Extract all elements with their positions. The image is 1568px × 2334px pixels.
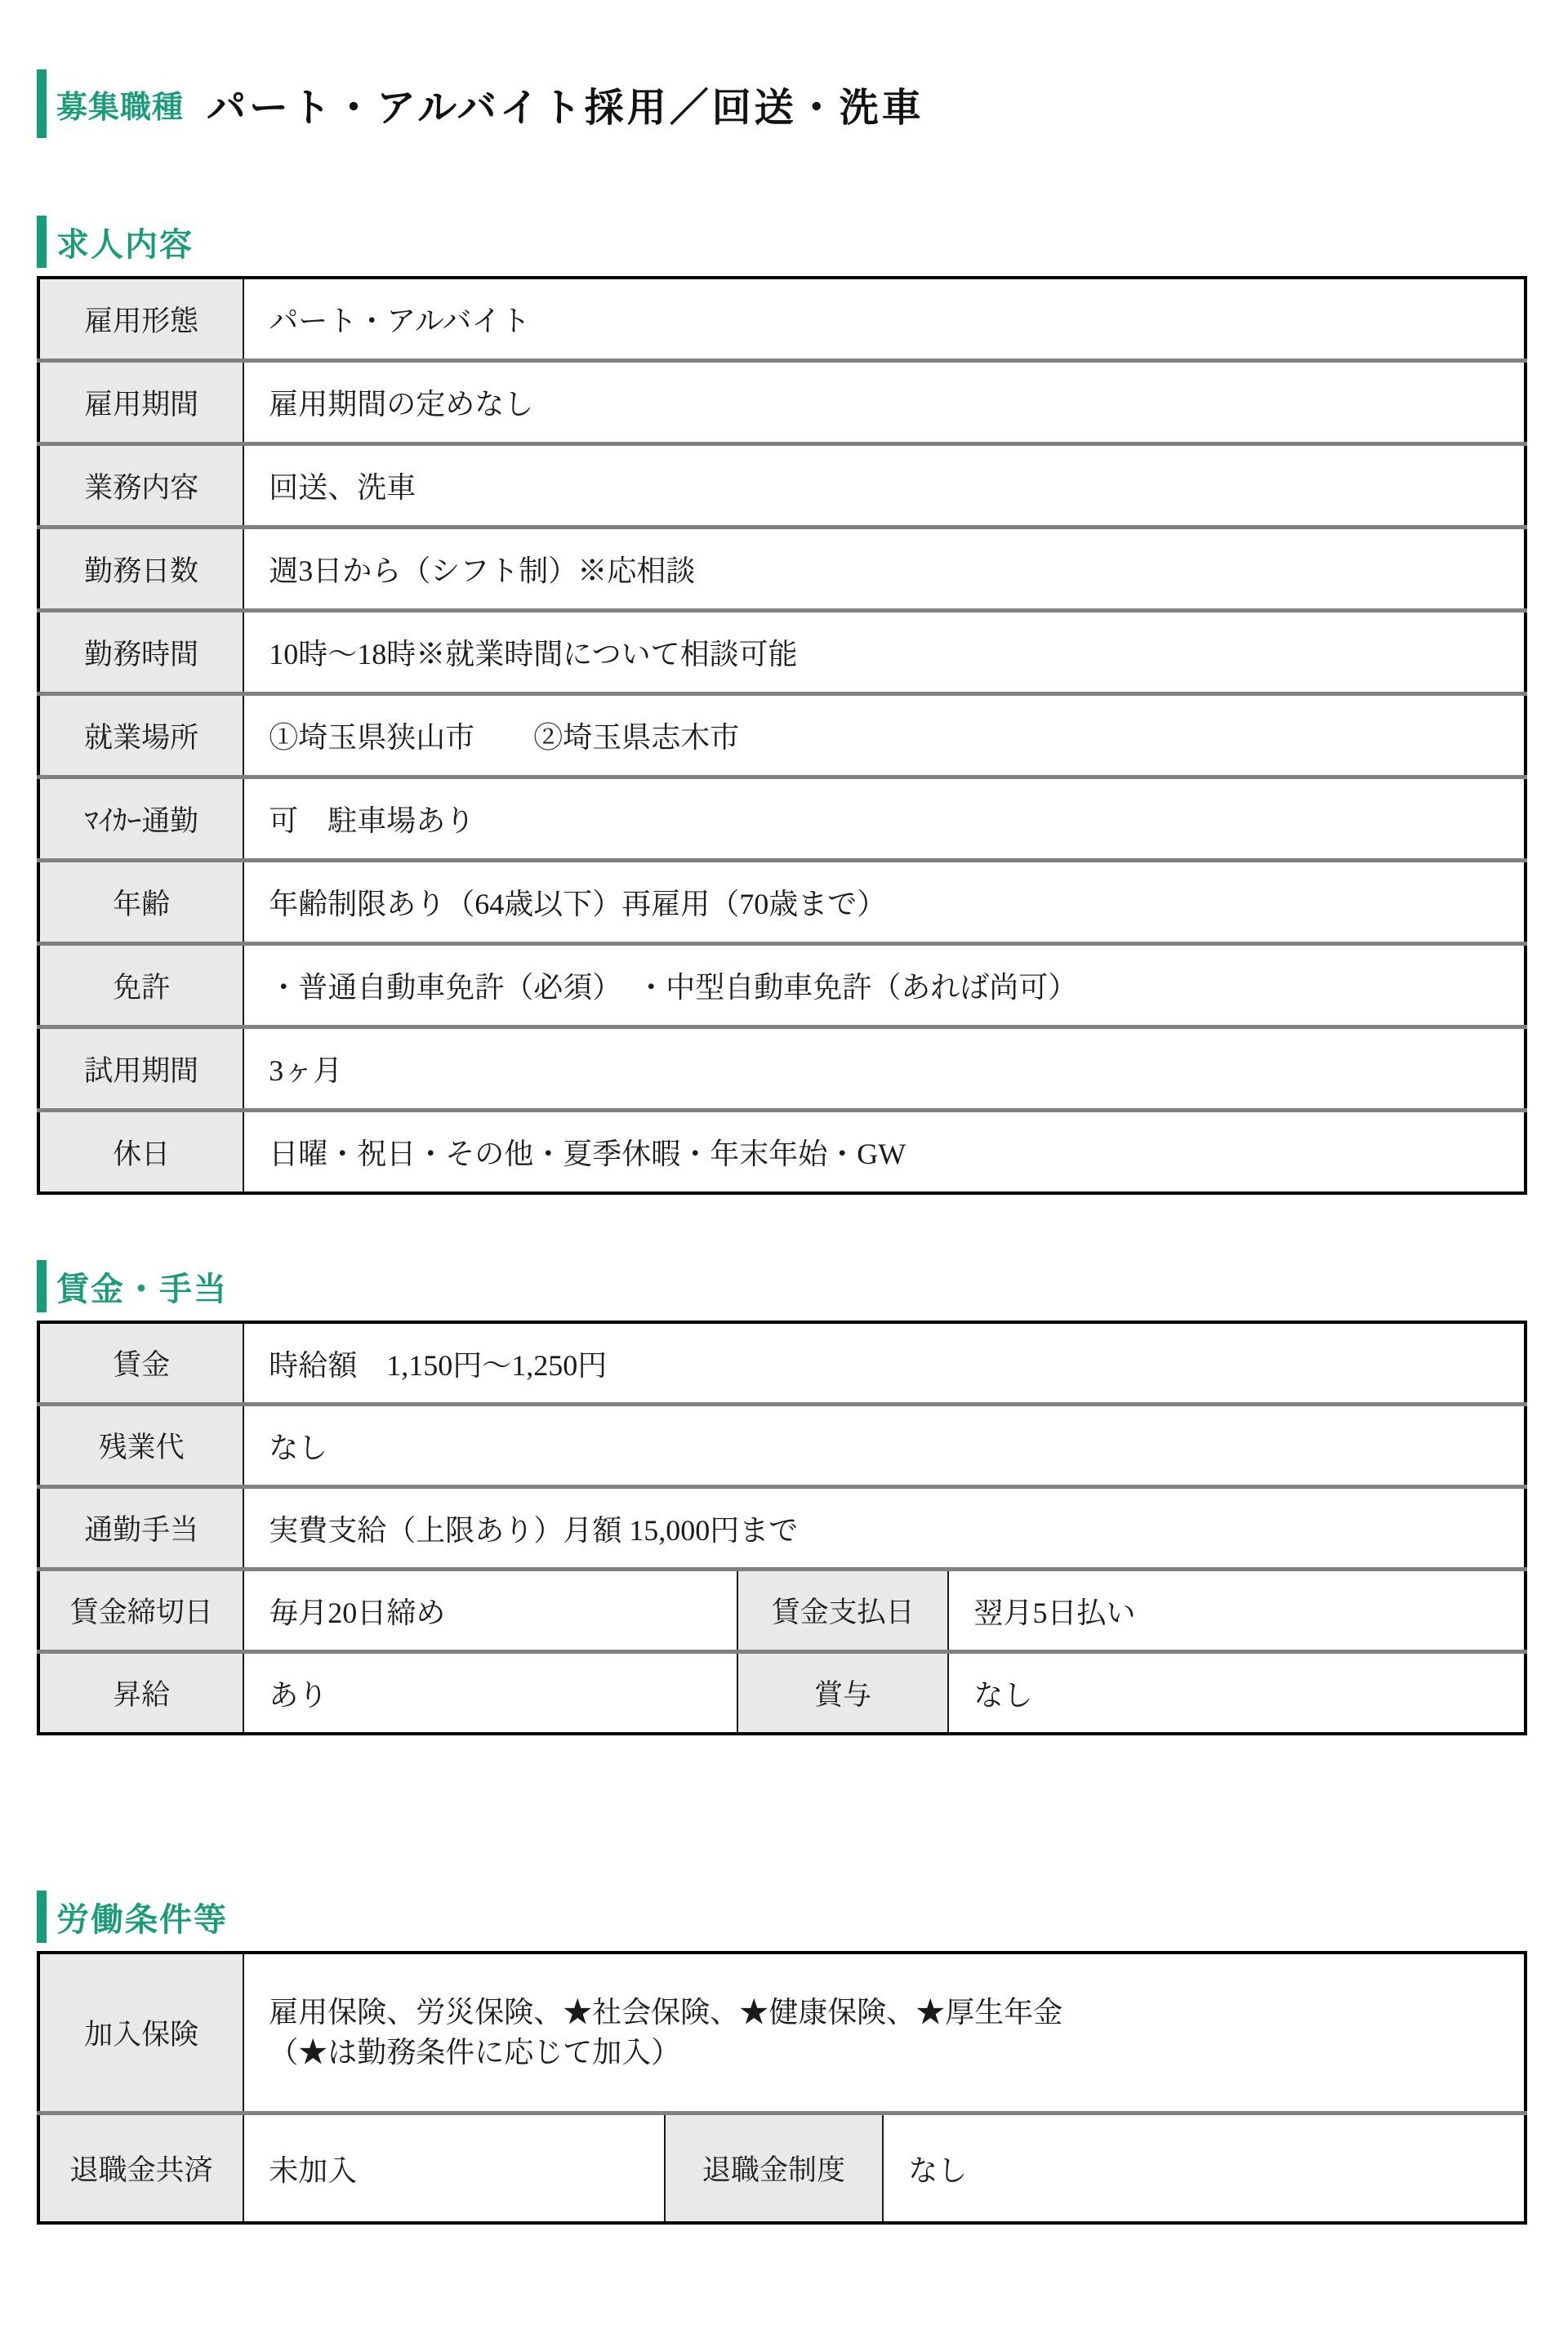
row-label: 雇用期間 [38,361,243,444]
table-row [38,2114,1526,2224]
table-row [38,1487,1526,1570]
row-label: 勤務時間 [38,611,243,694]
row-label: 試用期間 [38,1027,243,1111]
table-row [38,444,1526,528]
row-label: 年齢 [38,861,243,944]
row-label: 退職金制度 [665,2114,884,2224]
table-row [38,361,1526,444]
table-row [38,861,1526,944]
row-label: 休日 [38,1111,243,1194]
row-value: ・普通自動車免許（必須） ・中型自動車免許（あれば尚可） [243,944,1526,1027]
table-row [38,777,1526,861]
row-value: なし [883,2114,1526,2224]
table-row [38,694,1526,777]
row-label: 勤務日数 [38,528,243,611]
row-value: 翌月5日払い [948,1570,1526,1652]
table-row [38,1652,1526,1735]
row-label: 昇給 [38,1652,243,1735]
row-label: 賃金支払日 [737,1570,949,1652]
section-heading-conditions-text: 労働条件等 [56,1900,228,1938]
row-value: 10時～18時※就業時間について相談可能 [243,611,1526,694]
recruit-header [37,69,1527,138]
accent-bar [37,216,47,268]
section-heading-wage-text: 賃金・手当 [56,1270,228,1307]
table-row [38,528,1526,611]
row-value: 時給額 1,150円～1,250円 [243,1322,1526,1405]
row-value: なし [948,1652,1526,1735]
row-label: 賃金 [38,1322,243,1405]
table-row [38,1027,1526,1111]
row-value [243,1953,1526,2114]
row-label: 業務内容 [38,444,243,528]
row-value: 年齢制限あり（64歳以下）再雇用（70歳まで） [243,861,1526,944]
section-heading-job-text: 求人内容 [56,225,194,263]
row-value: 未加入 [243,2114,664,2224]
conditions-table [37,1951,1527,2225]
wage-table [37,1321,1527,1735]
accent-bar [37,1260,47,1312]
document-page [37,69,1527,2225]
table-row [38,944,1526,1027]
row-value: 実費支給（上限あり）月額 15,000円まで [243,1487,1526,1570]
row-value: 毎月20日締め [243,1570,737,1652]
row-label: 退職金共済 [38,2114,243,2224]
row-value: 週3日から（シフト制）※応相談 [243,528,1526,611]
table-row [38,1405,1526,1487]
table-row [38,1953,1526,2114]
row-label: 雇用形態 [38,278,243,361]
row-value: 日曜・祝日・その他・夏季休暇・年末年始・GW [243,1111,1526,1194]
section-heading-job [37,216,1527,268]
section-heading-wage [37,1260,1527,1312]
row-label: 賃金締切日 [38,1570,243,1652]
table-row [38,1111,1526,1194]
row-value: パート・アルバイト [243,278,1526,361]
row-value: 可 駐車場あり [243,777,1526,861]
table-row [38,1570,1526,1652]
job-details-table [37,276,1527,1195]
insurance-line-2: （★は勤務条件に応じて加入） [269,2036,681,2069]
insurance-line-1: 雇用保険、労災保険、★社会保険、★健康保険、★厚生年金 [269,1996,1063,2029]
table-row [38,1322,1526,1405]
row-value: 雇用期間の定めなし [243,361,1526,444]
row-label: ﾏｲｶｰ通勤 [38,777,243,861]
row-label: 賞与 [737,1652,949,1735]
row-value: ①埼玉県狭山市 ②埼玉県志木市 [243,694,1526,777]
row-value: 3ヶ月 [243,1027,1526,1111]
section-heading-conditions [37,1891,1527,1943]
row-value: なし [243,1405,1526,1487]
row-label: 加入保険 [38,1953,243,2114]
row-label: 通勤手当 [38,1487,243,1570]
page-title: パート・アルバイト採用／回送・洗車 [207,86,924,130]
row-label: 就業場所 [38,694,243,777]
row-label: 免許 [38,944,243,1027]
row-label: 残業代 [38,1405,243,1487]
accent-bar [37,1891,47,1943]
recruit-label: 募集職種 [56,90,185,125]
accent-bar [37,69,47,138]
table-row [38,278,1526,361]
row-value: あり [243,1652,737,1735]
table-row [38,611,1526,694]
row-value: 回送、洗車 [243,444,1526,528]
